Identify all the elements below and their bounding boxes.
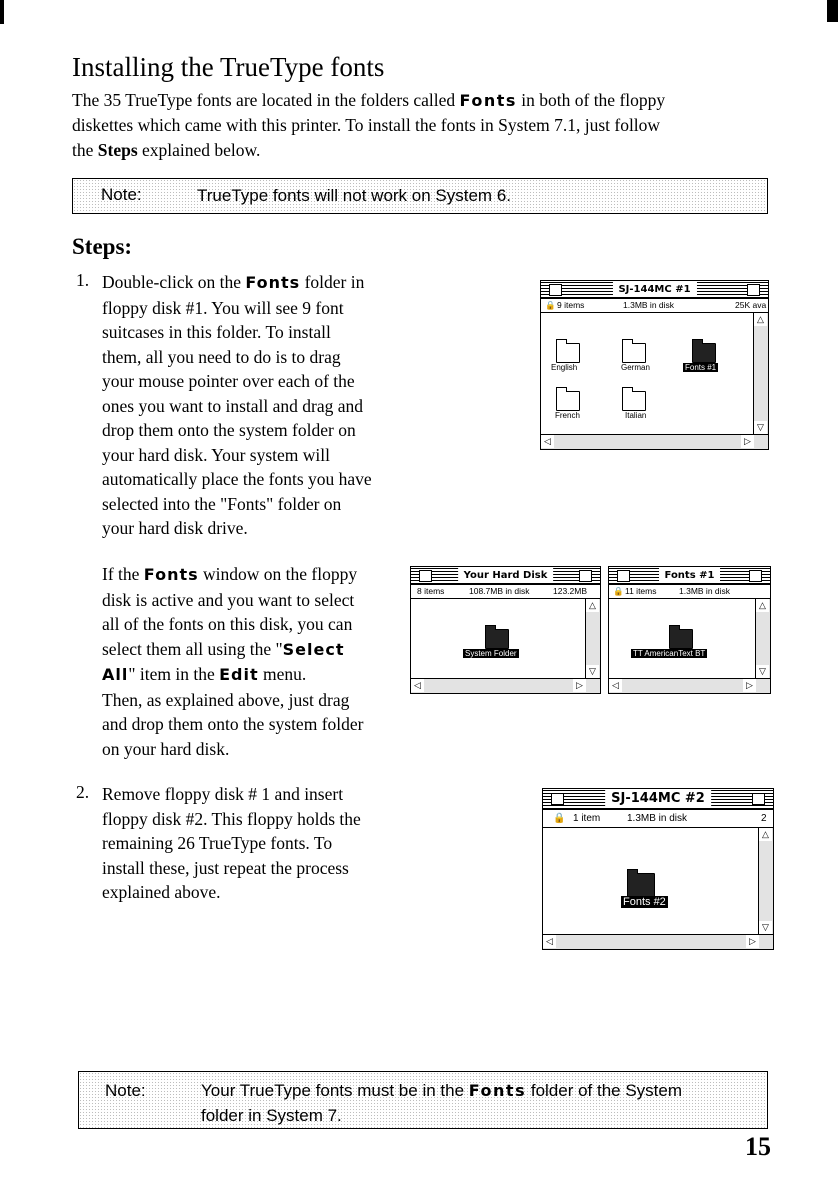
folder-label-fonts-2[interactable]: Fonts #2 — [623, 896, 666, 908]
window-your-hard-disk[interactable] — [410, 566, 601, 694]
note-box-fonts-folder — [78, 1071, 768, 1129]
note-text: Your TrueType fonts must be in the Fonts folder of the System folder in System 7. — [201, 1081, 683, 1125]
page-number: 15 — [745, 1132, 771, 1161]
window-titlebar[interactable] — [411, 567, 600, 585]
window-title: SJ-144MC #1 — [612, 282, 696, 297]
scroll-up-arrow-icon[interactable]: △ — [754, 313, 767, 326]
lock-icon: 🔒 — [545, 300, 556, 310]
folder-icon-english[interactable] — [556, 343, 580, 363]
scroll-right-arrow-icon[interactable]: ▷ — [573, 679, 586, 692]
scroll-left-arrow-icon[interactable]: ◁ — [609, 679, 622, 692]
folder-icon-fonts-2[interactable] — [627, 873, 655, 897]
select-all-paragraph: If the Fonts window on the floppy disk is active and you want to select all of the fonts on this disk, you can select them all using the "Select All" item in the Edit menu. Then, as explained above, just drag and drop them onto the system folder on your hard disk. — [102, 564, 364, 759]
window-fonts-1[interactable] — [608, 566, 771, 694]
steps-heading: Steps: — [72, 234, 133, 259]
lock-icon: 🔒 — [553, 813, 566, 824]
intro-paragraph: The 35 TrueType fonts are located in the folders called Fonts in both of the floppy diskettes which came with this printer. To install the fonts in System 7.1, just follow the Steps explained below. — [72, 90, 666, 160]
fonts-keyword: Fonts — [459, 91, 517, 110]
close-box-icon[interactable] — [419, 570, 432, 582]
scroll-left-arrow-icon[interactable]: ◁ — [541, 435, 554, 448]
scroll-right-arrow-icon[interactable]: ▷ — [741, 435, 754, 448]
step-1-number: 1. — [76, 270, 90, 290]
folder-icon-german[interactable] — [622, 343, 646, 363]
vertical-scrollbar[interactable] — [758, 828, 773, 934]
close-box-icon[interactable] — [617, 570, 630, 582]
scroll-right-arrow-icon[interactable]: ▷ — [743, 679, 756, 692]
note-label: Note: — [101, 185, 142, 204]
close-box-icon[interactable] — [549, 284, 562, 296]
window-sj144mc-1[interactable] — [540, 280, 769, 450]
folder-label-english[interactable]: English — [551, 363, 578, 372]
folder-label-fonts-1[interactable]: Fonts #1 — [685, 363, 717, 372]
zoom-box-icon[interactable] — [579, 570, 592, 582]
scroll-down-arrow-icon[interactable]: ▽ — [586, 665, 599, 678]
scroll-down-arrow-icon[interactable]: ▽ — [756, 665, 769, 678]
horizontal-scrollbar[interactable] — [543, 934, 773, 949]
scroll-up-arrow-icon[interactable]: △ — [756, 599, 769, 612]
font-label-american-text[interactable]: TT AmericanText BT — [633, 649, 706, 658]
zoom-box-icon[interactable] — [752, 793, 765, 805]
horizontal-scrollbar[interactable] — [541, 434, 768, 449]
window-title: Your Hard Disk — [458, 568, 554, 583]
scroll-left-arrow-icon[interactable]: ◁ — [543, 935, 556, 948]
lock-icon: 🔒 — [613, 586, 624, 596]
scroll-down-arrow-icon[interactable]: ▽ — [754, 421, 767, 434]
step-2-text: Remove floppy disk # 1 and insert floppy disk #2. This floppy holds the remaining 26 TrueType fonts. To install these, just repeat the process explained above. — [102, 784, 361, 902]
vertical-scrollbar[interactable] — [755, 599, 770, 678]
scroll-right-arrow-icon[interactable]: ▷ — [746, 935, 759, 948]
scroll-up-arrow-icon[interactable]: △ — [759, 828, 772, 841]
folder-label-system-folder[interactable]: System Folder — [465, 649, 517, 658]
zoom-box-icon[interactable] — [747, 284, 760, 296]
folder-label-italian[interactable]: Italian — [625, 411, 647, 420]
font-suitcase-icon[interactable] — [669, 629, 693, 649]
window-sj144mc-2[interactable] — [542, 788, 774, 950]
scroll-up-arrow-icon[interactable]: △ — [586, 599, 599, 612]
scroll-down-arrow-icon[interactable]: ▽ — [759, 921, 772, 934]
folder-icon-italian[interactable] — [622, 391, 646, 411]
horizontal-scrollbar[interactable] — [411, 678, 600, 693]
horizontal-scrollbar[interactable] — [609, 678, 770, 693]
window-titlebar[interactable] — [541, 281, 768, 299]
close-box-icon[interactable] — [551, 793, 564, 805]
crop-mark-left — [0, 0, 4, 24]
note-label: Note: — [105, 1081, 146, 1100]
window-info-bar: 🔒 9 items 1.3MB in disk 25K ava — [541, 299, 768, 313]
window-info-bar: 8 items 108.7MB in disk 123.2MB — [411, 585, 600, 599]
folder-label-french[interactable]: French — [555, 411, 580, 420]
window-title: SJ-144MC #2 — [605, 790, 711, 808]
vertical-scrollbar[interactable] — [585, 599, 600, 678]
window-info-bar: 🔒 11 items 1.3MB in disk — [609, 585, 770, 599]
note-box-system6 — [72, 178, 768, 214]
note-text: TrueType fonts will not work on System 6. — [197, 186, 511, 205]
system-folder-icon[interactable] — [485, 629, 509, 649]
window-titlebar[interactable] — [543, 789, 773, 810]
folder-icon-french[interactable] — [556, 391, 580, 411]
window-titlebar[interactable] — [609, 567, 770, 585]
zoom-box-icon[interactable] — [749, 570, 762, 582]
folder-label-german[interactable]: German — [621, 363, 650, 372]
vertical-scrollbar[interactable] — [753, 313, 768, 434]
window-info-bar: 🔒 1 item 1.3MB in disk 2 — [543, 811, 773, 828]
step-2-number: 2. — [76, 782, 90, 802]
folder-icon-fonts-1[interactable] — [692, 343, 716, 363]
step-1-text: Double-click on the Fonts folder in floppy disk #1. You will see 9 font suitcases in this folder. To install them, all you need to do is to drag your mouse pointer over each of the ones you want to install and drag and drop them onto the system folder on your hard disk. Your system will automatically place the fonts you have selected into the "Fonts" folder on your hard disk drive. — [102, 272, 372, 538]
scroll-left-arrow-icon[interactable]: ◁ — [411, 679, 424, 692]
page-title: Installing the TrueType fonts — [72, 52, 385, 82]
window-title: Fonts #1 — [659, 568, 721, 583]
crop-mark-right — [827, 0, 838, 22]
